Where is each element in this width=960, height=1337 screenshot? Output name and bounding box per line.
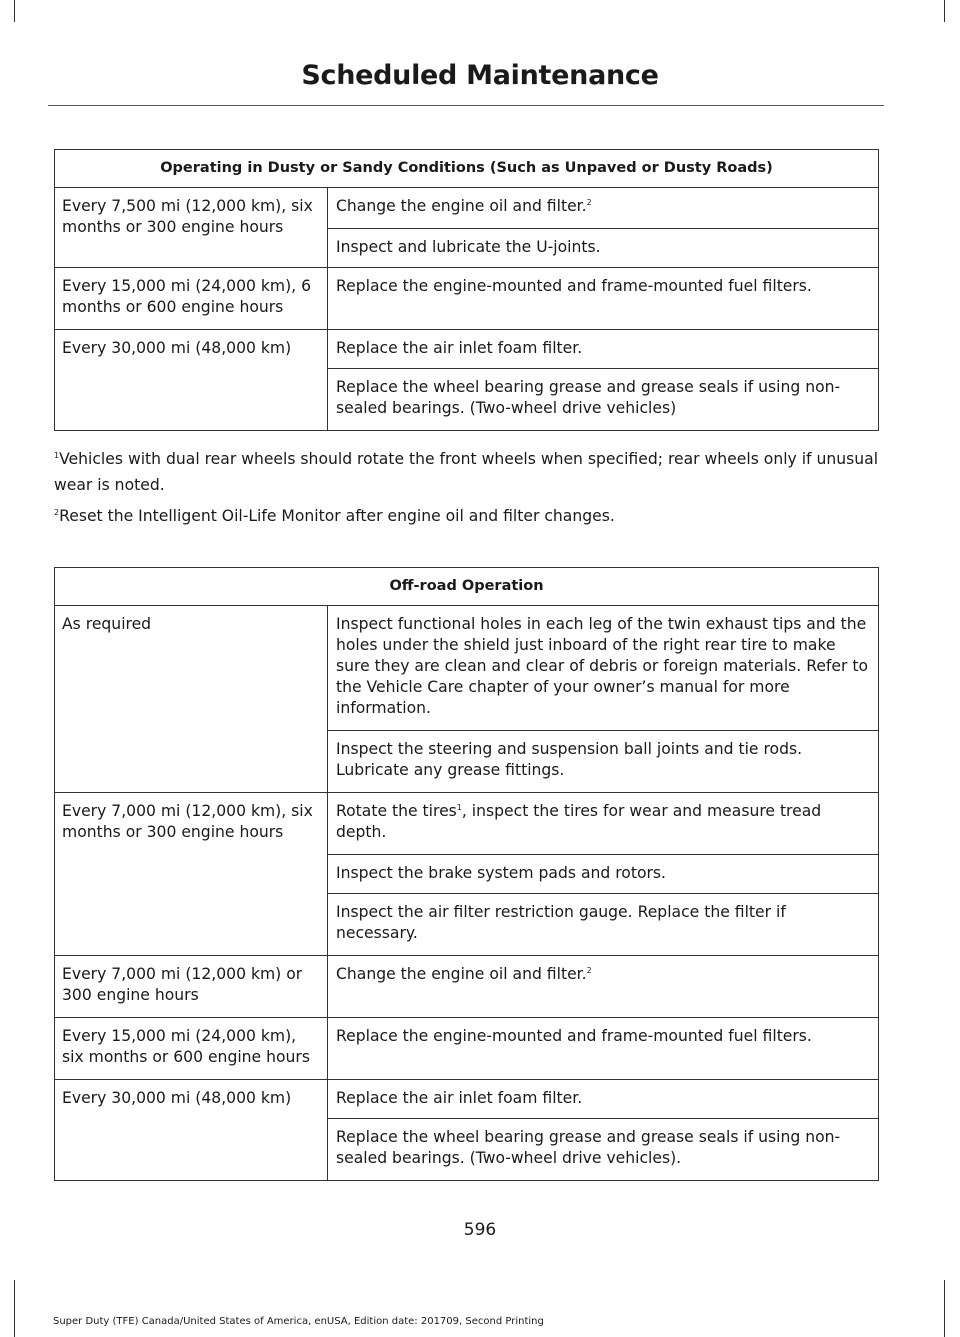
table-row bbox=[55, 188, 879, 229]
table-row bbox=[55, 1018, 879, 1080]
task-cell: Inspect the brake system pads and rotors. bbox=[328, 855, 879, 894]
task-text: , inspect the tires for wear and measure tread depth. bbox=[336, 802, 822, 841]
task-text: Change the engine oil and filter. bbox=[336, 965, 587, 983]
task-cell: Replace the engine-mounted and frame-mounted fuel filters. bbox=[328, 268, 879, 330]
table-row bbox=[55, 956, 879, 1018]
task-cell: Replace the air inlet foam filter. bbox=[328, 1080, 879, 1119]
offroad-operation-table bbox=[54, 567, 879, 1181]
task-cell: Inspect the air filter restriction gauge. Replace the filter if necessary. bbox=[328, 894, 879, 956]
table-row bbox=[55, 1080, 879, 1119]
interval-cell: Every 7,500 mi (12,000 km), six months or 300 engine hours bbox=[55, 188, 328, 268]
footnote-marker: 2 bbox=[54, 507, 60, 517]
task-text: Rotate the tires bbox=[336, 802, 457, 820]
page-title: Scheduled Maintenance bbox=[301, 60, 659, 91]
footnote-ref: 1 bbox=[456, 802, 462, 812]
task-cell bbox=[328, 793, 879, 855]
table-row bbox=[55, 268, 879, 330]
interval-cell: Every 15,000 mi (24,000 km), six months or 600 engine hours bbox=[55, 1018, 328, 1080]
dusty-conditions-table bbox=[54, 149, 879, 431]
table-header-row bbox=[55, 150, 879, 188]
footnote-text: Vehicles with dual rear wheels should rotate the front wheels when specified; rear wheels only if unusual wear is noted. bbox=[54, 450, 879, 494]
task-cell: Inspect and lubricate the U-joints. bbox=[328, 229, 879, 268]
table-header-row bbox=[55, 568, 879, 606]
interval-cell: Every 7,000 mi (12,000 km) or 300 engine hours bbox=[55, 956, 328, 1018]
crop-mark bbox=[944, 1280, 945, 1337]
footer-edition: Super Duty (TFE) Canada/United States of America, enUSA, Edition date: 201709, Second Printing bbox=[53, 1316, 544, 1327]
interval-cell: Every 30,000 mi (48,000 km) bbox=[55, 330, 328, 431]
interval-cell: As required bbox=[55, 606, 328, 793]
crop-mark bbox=[944, 0, 945, 22]
task-cell: Replace the wheel bearing grease and grease seals if using non-sealed bearings. (Two-wheel drive vehicles). bbox=[328, 1119, 879, 1181]
task-cell: Replace the engine-mounted and frame-mounted fuel filters. bbox=[328, 1018, 879, 1080]
task-text: Change the engine oil and filter. bbox=[336, 197, 587, 215]
crop-mark bbox=[14, 0, 15, 22]
footnote-ref: 2 bbox=[586, 197, 592, 207]
table-heading: Off-road Operation bbox=[55, 568, 879, 606]
interval-cell: Every 15,000 mi (24,000 km), 6 months or 600 engine hours bbox=[55, 268, 328, 330]
interval-cell: Every 30,000 mi (48,000 km) bbox=[55, 1080, 328, 1181]
task-cell: Replace the air inlet foam filter. bbox=[328, 330, 879, 369]
task-cell: Replace the wheel bearing grease and grease seals if using non-sealed bearings. (Two-wheel drive vehicles) bbox=[328, 369, 879, 431]
footnote-2 bbox=[54, 503, 884, 529]
table-heading: Operating in Dusty or Sandy Conditions (Such as Unpaved or Dusty Roads) bbox=[55, 150, 879, 188]
footnote-ref: 2 bbox=[586, 965, 592, 975]
task-cell bbox=[328, 956, 879, 1018]
footnote-text: Reset the Intelligent Oil-Life Monitor after engine oil and filter changes. bbox=[59, 507, 615, 525]
crop-mark bbox=[14, 1280, 15, 1337]
footnote-1 bbox=[54, 446, 884, 498]
task-cell: Inspect functional holes in each leg of the twin exhaust tips and the holes under the shield just inboard of the right rear tire to make sure they are clean and clear of debris or foreign materials. Refer to the Vehicle Care chapter of your owner’s manual for more information. bbox=[328, 606, 879, 731]
task-cell: Inspect the steering and suspension ball joints and tie rods. Lubricate any grease fittings. bbox=[328, 731, 879, 793]
task-cell bbox=[328, 188, 879, 229]
table-row bbox=[55, 606, 879, 731]
title-divider bbox=[48, 105, 884, 106]
table-row bbox=[55, 793, 879, 855]
interval-cell: Every 7,000 mi (12,000 km), six months or 300 engine hours bbox=[55, 793, 328, 956]
table-row bbox=[55, 330, 879, 369]
footnote-marker: 1 bbox=[54, 450, 60, 460]
page-number: 596 bbox=[463, 1220, 497, 1240]
